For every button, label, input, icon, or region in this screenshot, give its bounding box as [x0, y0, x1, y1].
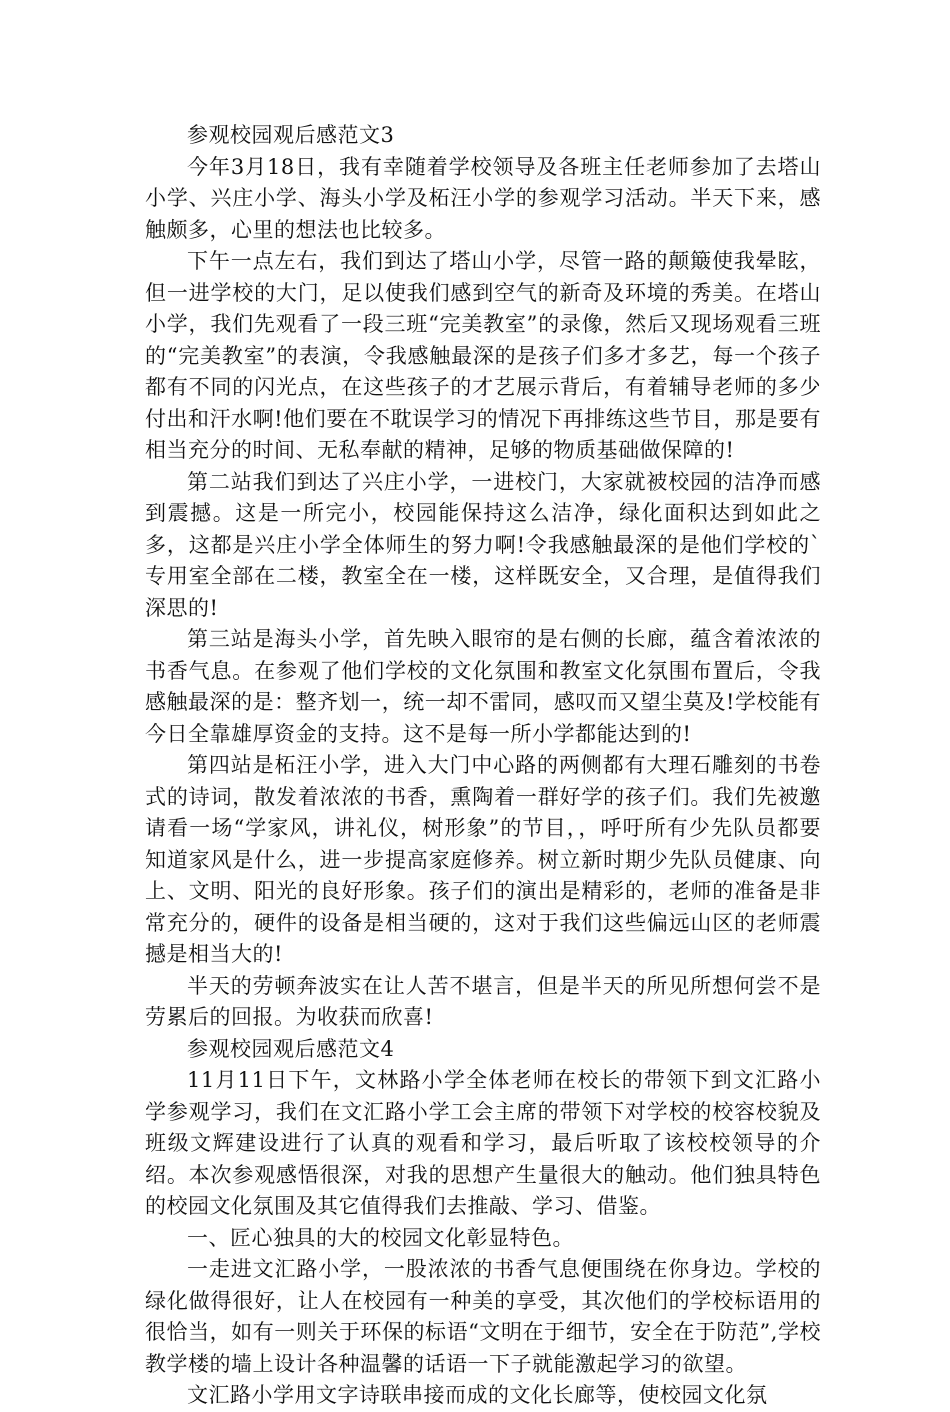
- subheading: 一、匠心独具的大的校园文化彰显特色。: [187, 1225, 574, 1250]
- paragraph: 今年3月18日，我有幸随着学校领导及各班主任老师参加了去塔山小学、兴庄小学、海头小学及柘汪小学的参观学习活动。半天下来，感触颇多，心里的想法也比较多。: [145, 154, 821, 242]
- paragraph: 文汇路小学用文字诗联串接而成的文化长廊等，使校园文化氛: [187, 1383, 768, 1407]
- paragraph: 下午一点左右，我们到达了塔山小学，尽管一路的颠簸使我晕眩，但一进学校的大门，足以使我们感到空气的新奇及环境的秀美。在塔山小学，我们先观看了一段三班“完美教室”的录像，然后又现场观看三班的“完美教室”的表演，令我感触最深的是孩子们多才多艺，每一个孩子都有不同的闪光点，在这些孩子的才艺展示背后，有着辅导老师的多少付出和汗水啊!他们要在不耽误学习的情况下再排练这些节目，那是要有相当充分的时间、无私奉献的精神，足够的物质基础做保障的!: [145, 249, 821, 462]
- paragraph: 一走进文汇路小学，一股浓浓的书香气息便围绕在你身边。学校的绿化做得很好，让人在校园有一种美的享受，其次他们的学校标语用的很恰当，如有一则关于环保的标语“文明在于细节，安全在于防范”,学校教学楼的墙上设计各种温馨的话语一下子就能激起学习的欲望。: [145, 1257, 821, 1376]
- paragraph: 第四站是柘汪小学，进入大门中心路的两侧都有大理石雕刻的书卷式的诗词，散发着浓浓的书香，熏陶着一群好学的孩子们。我们先被邀请看一场“学家风，讲礼仪，树形象”的节目，，呼吁所有少先队员都要知道家风是什么，进一步提高家庭修养。树立新时期少先队员健康、向上、文明、阳光的良好形象。孩子们的演出是精彩的，老师的准备是非常充分的，硬件的设备是相当硬的，这对于我们这些偏远山区的老师震撼是相当大的!: [145, 753, 821, 966]
- paragraph: 第二站我们到达了兴庄小学，一进校门，大家就被校园的洁净而感到震撼。这是一所完小，校园能保持这么洁净，绿化面积达到如此之多，这都是兴庄小学全体师生的努力啊!令我感触最深的是他们学校的`专用室全部在二楼，教室全在一楼，这样既安全，又合理，是值得我们深思的!: [145, 469, 821, 620]
- paragraph: 半天的劳顿奔波实在让人苦不堪言，但是半天的所见所想何尝不是劳累后的回报。为收获而欣喜!: [145, 973, 821, 1029]
- paragraph: 11月11日下午，文林路小学全体老师在校长的带领下到文汇路小学参观学习，我们在文汇路小学工会主席的带领下对学校的校容校貌及班级文辉建设进行了认真的观看和学习，最后听取了该校校领导的介绍。本次参观感悟很深，对我的思想产生量很大的触动。他们独具特色的校园文化氛围及其它值得我们去推敲、学习、借鉴。: [145, 1068, 821, 1218]
- section-heading-3: 参观校园观后感范文3: [187, 123, 395, 147]
- section-heading-4: 参观校园观后感范文4: [187, 1036, 395, 1061]
- document-page: [145, 120, 821, 1412]
- paragraph: 第三站是海头小学，首先映入眼帘的是右侧的长廊，蕴含着浓浓的书香气息。在参观了他们学校的文化氛围和教室文化氛围布置后，令我感触最深的是：整齐划一，统一却不雷同，感叹而又望尘莫及!学校能有今日全靠雄厚资金的支持。这不是每一所小学都能达到的!: [145, 627, 821, 746]
